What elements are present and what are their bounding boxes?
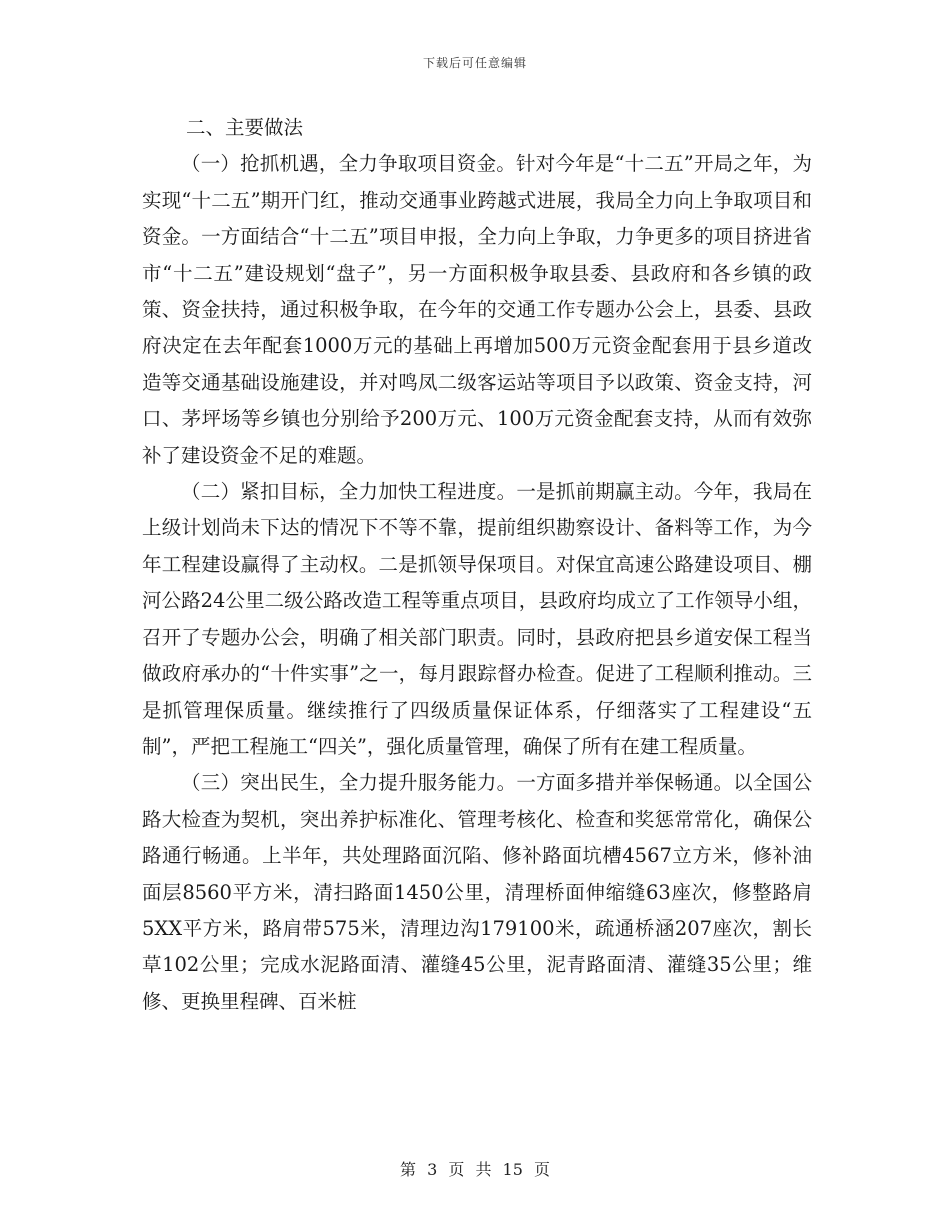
header-note: 下载后可任意编辑 <box>422 56 527 70</box>
paragraph-1: （一）抢抓机遇，全力争取项目资金。针对今年是“十二五”开局之年，为实现“十二五”期开门红，推动交通事业跨越式进展，我局全力向上争取项目和资金。一方面结合“十二五”项目申报，全力向上争取，力争更多的项目挤进省市“十二五”建设规划“盘子”，另一方面积极争取县委、县政府和各乡镇的政策、资金扶持，通过积极争取，在今年的交通工作专题办公会上，县委、县政府决定在去年配套1000万元的基础上再增加500万元资金配套用于县乡道改造等交通基础设施建设，并对鸣凤二级客运站等项目予以政策、资金支持，河口、茅坪场等乡镇也分别给予200万元、100万元资金配套支持，从而有效弥补了建设资金不足的难题。 <box>142 152 812 467</box>
paragraph-3: （三）突出民生，全力提升服务能力。一方面多措并举保畅通。以全国公路大检查为契机，突出养护标准化、管理考核化、检查和奖惩常常化，确保公路通行畅通。上半年，共处理路面沉陷、修补路面坑槽4567立方米，修补油面层8560平方米，清扫路面1450公里，清理桥面伸缩缝63座次，修整路肩5XX平方米，路肩带575米，清理边沟179100米，疏通桥涵207座次，割长草102公里；完成水泥路面清、灌缝45公里，泥青路面清、灌缝35公里；维修、更换里程碑、百米桩 <box>142 771 812 1013</box>
paragraph-2: （二）紧扣目标，全力加快工程进度。一是抓前期赢主动。今年，我局在上级计划尚未下达的情况下不等不靠，提前组织勘察设计、备料等工作，为今年工程建设赢得了主动权。二是抓领导保项目。对保宜高速公路建设项目、棚河公路24公里二级公路改造工程等重点项目，县政府均成立了工作领导小组，召开了专题办公会，明确了相关部门职责。同时，县政府把县乡道安保工程当做政府承办的“十件实事”之一，每月跟踪督办检查。促进了工程顺利推动。三是抓管理保质量。继续推行了四级质量保证体系，仔细落实了工程建设“五制”，严把工程施工“四关”，强化质量管理，确保了所有在建工程质量。 <box>142 480 812 758</box>
page-number-footer: 第 3 页 共 15 页 <box>400 1160 550 1179</box>
section-heading: 二、主要做法 <box>186 116 304 139</box>
document-body <box>142 110 812 1020</box>
